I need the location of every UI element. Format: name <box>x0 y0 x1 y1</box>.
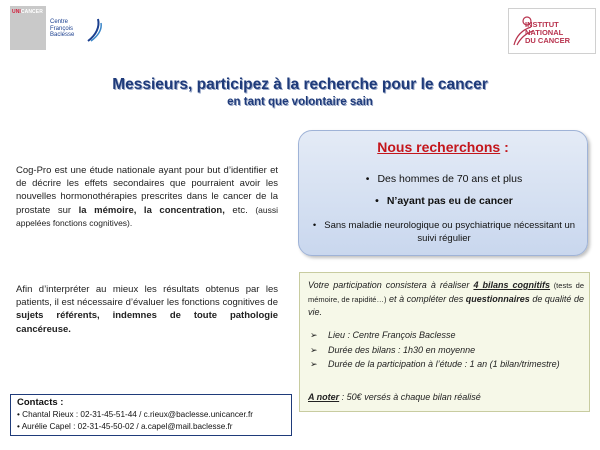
recruitment-title-text: Nous recherchons <box>377 139 501 155</box>
contacts-title: Contacts : <box>17 397 64 408</box>
page-subtitle: en tant que volontaire sain <box>227 96 373 108</box>
baclesse-swoosh-icon <box>86 17 102 43</box>
list-item: ➢ Lieu : Centre François Baclesse <box>310 330 456 340</box>
p2-bold: sujets référents, indemnes de toute pathologie cancéreuse. <box>16 310 278 335</box>
p1-bold: la mémoire, la concentration, <box>78 204 225 216</box>
inca-line2: NATIONAL <box>525 28 564 37</box>
unicancer-baclesse-logo <box>10 6 102 50</box>
inca-logo <box>508 8 596 54</box>
reference-subjects-text <box>16 283 278 336</box>
recruitment-box <box>298 130 588 256</box>
criterion-no-disease: • Sans maladie neurologique ou psychiatrique nécessitant un suivi régulier <box>312 220 576 244</box>
baclesse-logo <box>48 16 102 44</box>
criterion-age: • Des hommes de 70 ans et plus <box>365 173 523 185</box>
arrow-icon: ➢ <box>310 330 318 340</box>
note-text: : 50€ versés à chaque bilan réalisé <box>339 392 481 402</box>
arrow-icon: ➢ <box>310 359 318 369</box>
arrow-icon: ➢ <box>310 344 318 355</box>
bullet-icon: • <box>375 195 379 207</box>
recruitment-title <box>299 139 587 155</box>
page-title: Messieurs, participez à la recherche pour le cancer <box>112 76 488 93</box>
unicancer-logo <box>10 6 46 50</box>
note-label: A noter <box>308 392 340 402</box>
bullet-icon: • <box>312 220 317 231</box>
participation-list <box>308 329 584 373</box>
bullet-icon: • <box>365 173 370 185</box>
participation-box <box>299 272 590 412</box>
cfb-line1: Centre <box>50 19 69 25</box>
contacts-box <box>10 394 292 436</box>
p2-text-a: Afin d’interpréter au mieux les résultats obtenus par les patients, il est nécessaire d’évaluer les fonctions cognitives de <box>16 284 278 309</box>
participation-intro: Votre participation consistera à réaliser 4 bilans cognitifs (tests de mémoire, de rapidité…) et à compléter des questionnaires de qualité de vie. <box>308 280 584 317</box>
p1-text-b: etc. <box>224 204 256 216</box>
list-item: ➢ Durée des bilans : 1h30 en moyenne <box>310 344 476 355</box>
unicancer-prefix: UNI <box>12 9 21 15</box>
compensation-note <box>308 391 584 404</box>
bullet-icon: • <box>17 422 20 431</box>
inca-line3: DU CANCER <box>525 36 570 45</box>
p1-small: (aussi appelées fonctions cognitives). <box>16 204 278 228</box>
bilans-count: 4 bilans cognitifs <box>473 280 551 290</box>
bullet-icon: • <box>17 410 20 419</box>
criterion-no-cancer: • N’ayant pas eu de cancer <box>375 195 513 207</box>
unicancer-text: CANCER <box>20 9 43 15</box>
study-description <box>16 164 278 230</box>
contact-item: • Aurélie Capel : 02-31-45-50-02 / a.capel@mail.baclesse.fr <box>17 422 233 431</box>
recruitment-title-suffix: : <box>500 139 509 155</box>
contact-item: • Chantal Rieux : 02-31-45-51-44 / c.rieux@baclesse.unicancer.fr <box>17 410 254 419</box>
list-item: ➢ Durée de la participation à l’étude : 1 an (1 bilan/trimestre) <box>310 359 560 369</box>
cfb-line2: François <box>50 25 74 32</box>
p1-text-a: Cog-Pro est une étude nationale ayant pour but d’identifier et de décrire les effets secondaires que pourraient avoir les nouvelles hormonothérapies prescrites dans le cancer de la prostate sur <box>16 165 278 216</box>
inca-line1: INSTITUT <box>525 20 559 29</box>
cfb-line3: Baclesse <box>50 32 75 38</box>
